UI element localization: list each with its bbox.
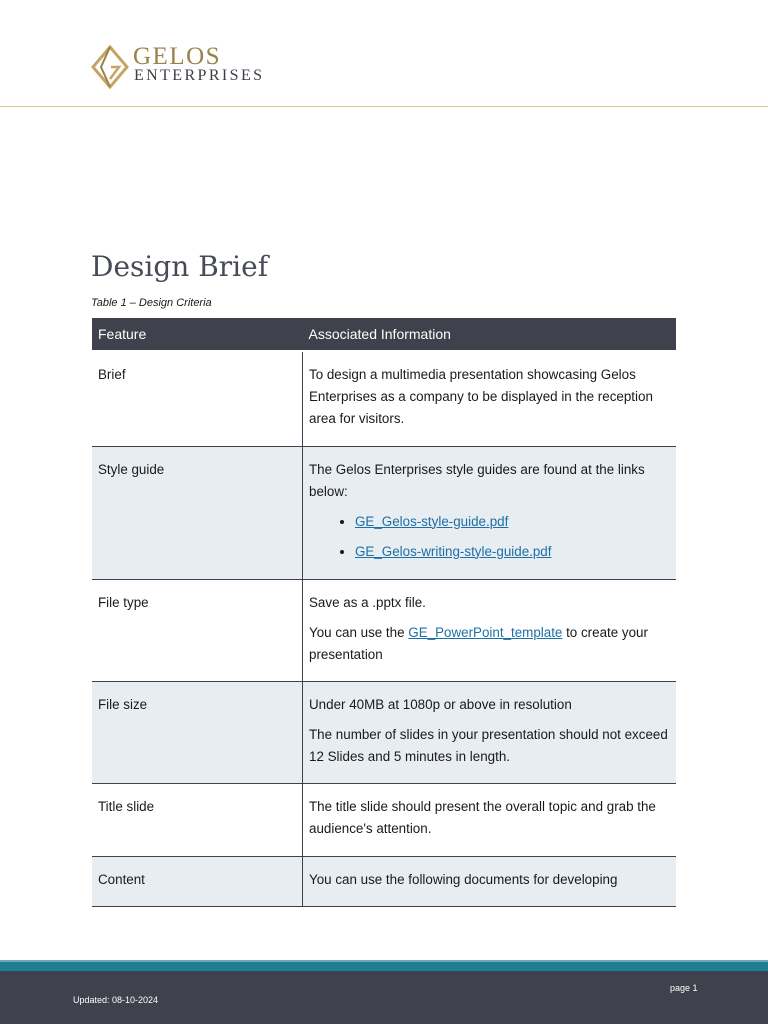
info-text: The Gelos Enterprises style guides are found at the links below: bbox=[309, 461, 645, 499]
diamond-logo-icon bbox=[91, 45, 129, 89]
list-item bbox=[355, 511, 670, 533]
header-feature: Feature bbox=[92, 318, 303, 351]
page-footer bbox=[0, 960, 768, 1024]
design-criteria-table bbox=[92, 318, 676, 907]
table-row bbox=[92, 856, 676, 906]
feature-cell: File size bbox=[92, 681, 303, 783]
table-header-row bbox=[92, 318, 676, 351]
table-row bbox=[92, 579, 676, 681]
table-row bbox=[92, 783, 676, 856]
info-text: The number of slides in your presentation should not exceed 12 Slides and 5 minutes in length. bbox=[309, 726, 668, 764]
feature-cell: Brief bbox=[92, 351, 303, 446]
powerpoint-template-link[interactable]: GE_PowerPoint_template bbox=[408, 624, 563, 640]
logo-wordmark-gelos: GELOS bbox=[133, 43, 222, 70]
footer-stripe bbox=[0, 960, 768, 971]
info-text: Under 40MB at 1080p or above in resolution bbox=[309, 696, 572, 712]
table-row bbox=[92, 681, 676, 783]
page-number: page 1 bbox=[670, 983, 698, 993]
company-logo bbox=[91, 45, 311, 89]
feature-cell: Title slide bbox=[92, 783, 303, 856]
info-text: The title slide should present the overall topic and grab the audience's attention. bbox=[309, 798, 656, 836]
info-text: You can use the following documents for developing bbox=[309, 871, 618, 887]
style-guide-link[interactable]: GE_Gelos-style-guide.pdf bbox=[355, 513, 509, 529]
feature-cell: Style guide bbox=[92, 446, 303, 579]
table-caption: Table 1 – Design Criteria bbox=[91, 297, 212, 309]
info-cell bbox=[303, 681, 677, 783]
info-text-fragment: You can use the bbox=[309, 624, 409, 640]
table-row bbox=[92, 446, 676, 579]
feature-cell: Content bbox=[92, 856, 303, 906]
info-text: To design a multimedia presentation showcasing Gelos Enterprises as a company to be displayed in the reception area for visitors. bbox=[309, 367, 653, 426]
writing-style-guide-link[interactable]: GE_Gelos-writing-style-guide.pdf bbox=[355, 543, 552, 559]
info-text: Save as a .pptx file. bbox=[309, 594, 426, 610]
style-guide-links bbox=[309, 511, 670, 563]
list-item bbox=[355, 541, 670, 563]
feature-cell: File type bbox=[92, 579, 303, 681]
info-cell bbox=[303, 579, 677, 681]
table-row bbox=[92, 351, 676, 446]
logo-wordmark-enterprises: ENTERPRISES bbox=[134, 67, 265, 84]
info-cell bbox=[303, 351, 677, 446]
info-cell bbox=[303, 856, 677, 906]
info-text-fragment: to create your presentation bbox=[309, 624, 648, 662]
info-cell bbox=[303, 783, 677, 856]
page-title: Design Brief bbox=[91, 250, 269, 283]
header-associated-information: Associated Information bbox=[303, 318, 677, 351]
info-text bbox=[309, 622, 670, 666]
updated-date: Updated: 08-10-2024 bbox=[73, 995, 159, 1005]
page-header bbox=[0, 0, 768, 107]
info-cell bbox=[303, 446, 677, 579]
